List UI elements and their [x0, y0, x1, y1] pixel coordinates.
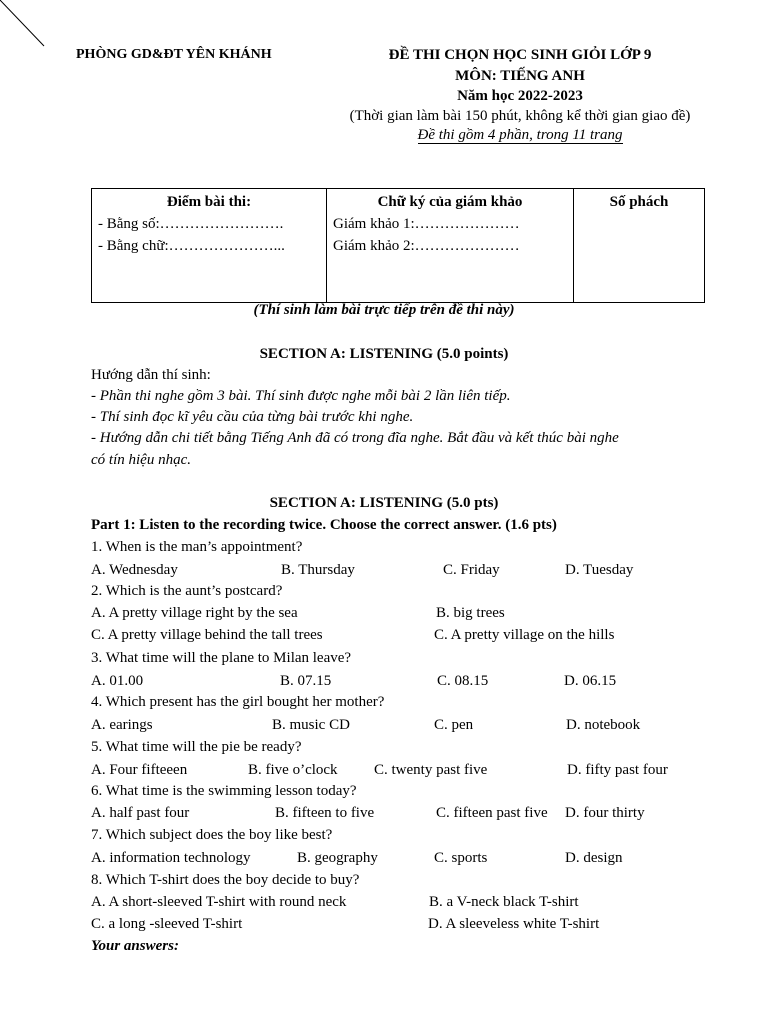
option-b[interactable]: B. five o’clock	[248, 762, 338, 778]
score-number-field[interactable]: - Bằng số:…………………….	[98, 216, 284, 232]
score-words-field[interactable]: - Bằng chữ:…………………...	[98, 238, 285, 254]
examiner-1-field[interactable]: Giám khảo 1:…………………	[333, 216, 520, 232]
examiner-2-field[interactable]: Giám khảo 2:…………………	[333, 238, 520, 254]
exam-duration: (Thời gian làm bài 150 phút, không kể thời gian giao đề)	[349, 108, 691, 124]
score-header: Điểm bài thi:	[166, 194, 252, 210]
option-d[interactable]: D. A sleeveless white T-shirt	[428, 916, 600, 932]
page-info-text: Đề thi gồm 4 phần, trong 11 trang	[417, 127, 623, 143]
option-c[interactable]: C. Friday	[443, 562, 500, 578]
option-c[interactable]: C. twenty past five	[374, 762, 488, 778]
option-d[interactable]: D. 06.15	[564, 673, 617, 689]
option-c[interactable]: C. a long -sleeved T-shirt	[91, 916, 243, 932]
option-d[interactable]: D. notebook	[566, 717, 641, 733]
question-text: 2. Which is the aunt’s postcard?	[91, 583, 283, 599]
school-year: Năm học 2022-2023	[457, 88, 583, 104]
instruction-line: có tín hiệu nhạc.	[91, 452, 191, 468]
page-info	[340, 127, 700, 144]
direct-answer-note: (Thí sinh làm bài trực tiếp trên đề thi này)	[253, 302, 515, 318]
question-text: 6. What time is the swimming lesson today?	[91, 783, 357, 799]
option-d[interactable]: C. A pretty village on the hills	[434, 627, 615, 643]
option-b[interactable]: B. music CD	[272, 717, 350, 733]
option-b[interactable]: B. Thursday	[281, 562, 355, 578]
option-d[interactable]: D. Tuesday	[565, 562, 634, 578]
score-cell	[92, 189, 327, 303]
option-b[interactable]: B. big trees	[436, 605, 505, 621]
question-text: 5. What time will the pie be ready?	[91, 739, 302, 755]
option-a[interactable]: A. half past four	[91, 805, 190, 821]
option-c[interactable]: C. sports	[434, 850, 488, 866]
question-text: 4. Which present has the girl bought her mother?	[91, 694, 385, 710]
score-table	[91, 188, 705, 303]
section-a-title-2: SECTION A: LISTENING (5.0 pts)	[269, 495, 499, 511]
examiner-cell	[327, 189, 574, 303]
instruction-line: - Thí sinh đọc kĩ yêu cầu của từng bài trước khi nghe.	[91, 409, 414, 425]
code-header: Số phách	[609, 194, 669, 210]
option-b[interactable]: B. a V-neck black T-shirt	[429, 894, 579, 910]
part-1-title: Part 1: Listen to the recording twice. Choose the correct answer. (1.6 pts)	[91, 517, 557, 533]
option-a[interactable]: A. A pretty village right by the sea	[91, 605, 298, 621]
option-b[interactable]: B. fifteen to five	[275, 805, 375, 821]
option-a[interactable]: A. 01.00	[91, 673, 144, 689]
exam-title: ĐỀ THI CHỌN HỌC SINH GIỎI LỚP 9	[388, 47, 652, 63]
option-c[interactable]: C. A pretty village behind the tall trees	[91, 627, 323, 643]
option-d[interactable]: D. four thirty	[565, 805, 645, 821]
examiner-header: Chữ ký của giám khảo	[377, 194, 523, 210]
question-text: 3. What time will the plane to Milan leave?	[91, 650, 352, 666]
option-a[interactable]: A. information technology	[91, 850, 251, 866]
department-name: PHÒNG GD&ĐT YÊN KHÁNH	[76, 47, 272, 62]
question-text: 8. Which T-shirt does the boy decide to buy?	[91, 872, 360, 888]
option-b[interactable]: B. geography	[297, 850, 378, 866]
code-cell	[574, 189, 705, 303]
subject-title: MÔN: TIẾNG ANH	[455, 68, 585, 84]
option-c[interactable]: C. pen	[434, 717, 474, 733]
instructions-heading: Hướng dẫn thí sinh:	[91, 367, 211, 383]
option-c[interactable]: C. fifteen past five	[436, 805, 548, 821]
your-answers-label: Your answers:	[91, 938, 179, 954]
option-a[interactable]: A. Wednesday	[91, 562, 178, 578]
option-d[interactable]: D. design	[565, 850, 623, 866]
option-d[interactable]: D. fifty past four	[567, 762, 668, 778]
instruction-line: - Phần thi nghe gồm 3 bài. Thí sinh được nghe mỗi bài 2 lần liên tiếp.	[91, 388, 511, 404]
option-c[interactable]: C. 08.15	[437, 673, 489, 689]
question-text: 7. Which subject does the boy like best?	[91, 827, 333, 843]
option-a[interactable]: A. Four fifteeen	[91, 762, 188, 778]
section-a-title: SECTION A: LISTENING (5.0 points)	[259, 346, 509, 362]
question-text: 1. When is the man’s appointment?	[91, 539, 303, 555]
instruction-line: - Hướng dẫn chi tiết bằng Tiếng Anh đã có trong đĩa nghe. Bắt đầu và kết thúc bài nghe	[91, 430, 619, 446]
option-a[interactable]: A. earings	[91, 717, 153, 733]
option-b[interactable]: B. 07.15	[280, 673, 332, 689]
option-a[interactable]: A. A short-sleeved T-shirt with round neck	[91, 894, 347, 910]
